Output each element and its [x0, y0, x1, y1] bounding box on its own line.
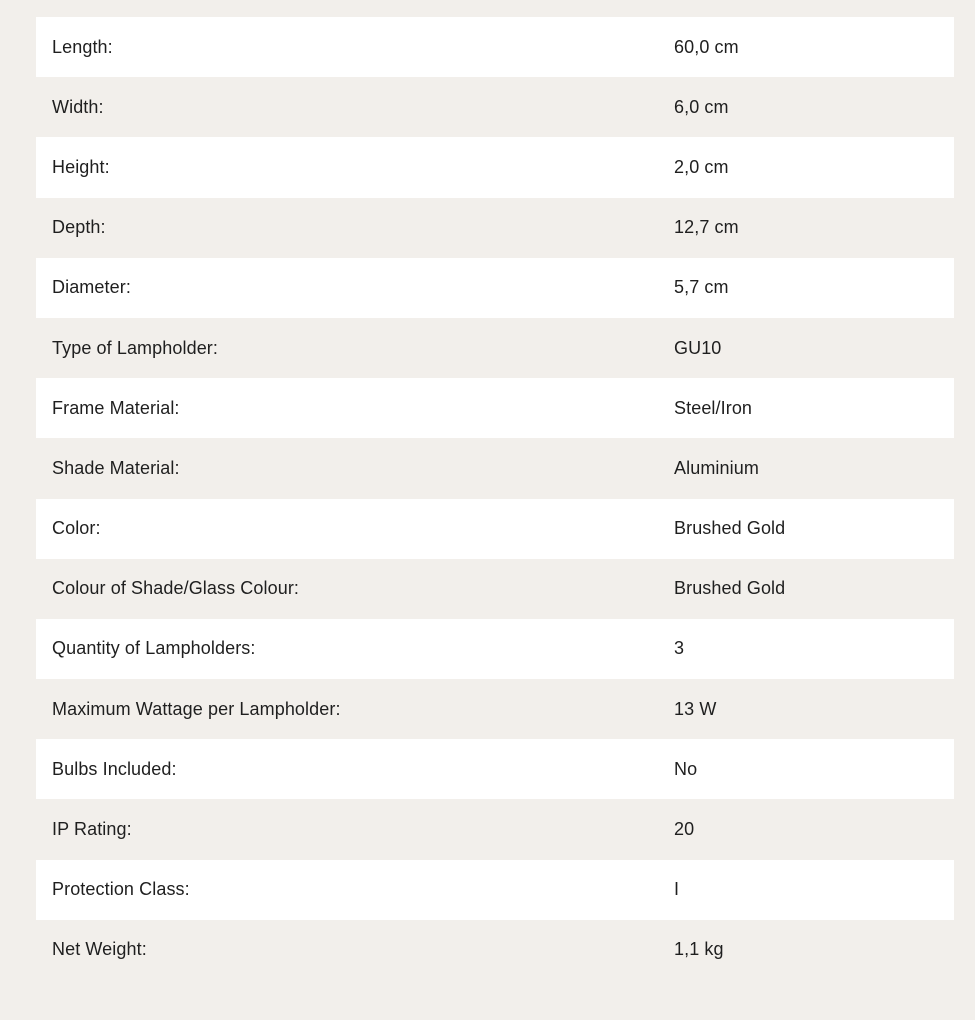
spec-row-frame-material — [36, 378, 954, 438]
spec-row-protection-class — [36, 860, 954, 920]
spec-label: Shade Material: — [52, 457, 180, 478]
spec-value: 12,7 cm — [674, 217, 739, 238]
spec-value: No — [674, 758, 698, 779]
spec-row-net-weight — [36, 920, 954, 980]
spec-row-lampholder-quantity — [36, 619, 954, 679]
spec-value: Steel/Iron — [674, 397, 753, 418]
spec-value: 13 W — [674, 698, 717, 719]
spec-row-shade-colour — [36, 559, 954, 619]
spec-label: Protection Class: — [52, 879, 190, 900]
spec-label: Color: — [52, 518, 101, 539]
spec-row-color — [36, 499, 954, 559]
spec-value: Brushed Gold — [674, 518, 786, 539]
spec-label: Frame Material: — [52, 397, 180, 418]
spec-row-bulbs-included — [36, 739, 954, 799]
spec-label: Maximum Wattage per Lampholder: — [52, 698, 341, 719]
spec-label: Quantity of Lampholders: — [52, 638, 256, 659]
spec-value: 2,0 cm — [674, 156, 729, 177]
spec-label: Diameter: — [52, 277, 131, 298]
spec-row-shade-material — [36, 438, 954, 498]
spec-label: IP Rating: — [52, 819, 132, 840]
spec-label: Depth: — [52, 217, 106, 238]
spec-row-ip-rating — [36, 799, 954, 859]
spec-label: Type of Lampholder: — [52, 337, 219, 358]
spec-label: Colour of Shade/Glass Colour: — [52, 578, 300, 599]
spec-row-length — [36, 17, 954, 77]
spec-label: Net Weight: — [52, 939, 147, 960]
spec-label: Width: — [52, 96, 104, 117]
spec-label: Height: — [52, 156, 110, 177]
spec-value: 20 — [674, 819, 695, 840]
spec-label: Bulbs Included: — [52, 758, 177, 779]
spec-row-depth — [36, 198, 954, 258]
spec-value: 5,7 cm — [674, 277, 729, 298]
spec-value: 60,0 cm — [674, 36, 739, 57]
spec-value: 3 — [674, 638, 685, 659]
spec-row-width — [36, 77, 954, 137]
spec-value: Aluminium — [674, 457, 759, 478]
spec-row-lampholder-type — [36, 318, 954, 378]
spec-value: 6,0 cm — [674, 96, 729, 117]
spec-row-height — [36, 137, 954, 197]
spec-row-diameter — [36, 258, 954, 318]
spec-value: I — [674, 879, 680, 900]
spec-label: Length: — [52, 36, 113, 57]
spec-value: Brushed Gold — [674, 578, 786, 599]
spec-row-max-wattage — [36, 679, 954, 739]
spec-value: GU10 — [674, 337, 722, 358]
specifications-table — [36, 17, 954, 980]
spec-value: 1,1 kg — [674, 939, 724, 960]
